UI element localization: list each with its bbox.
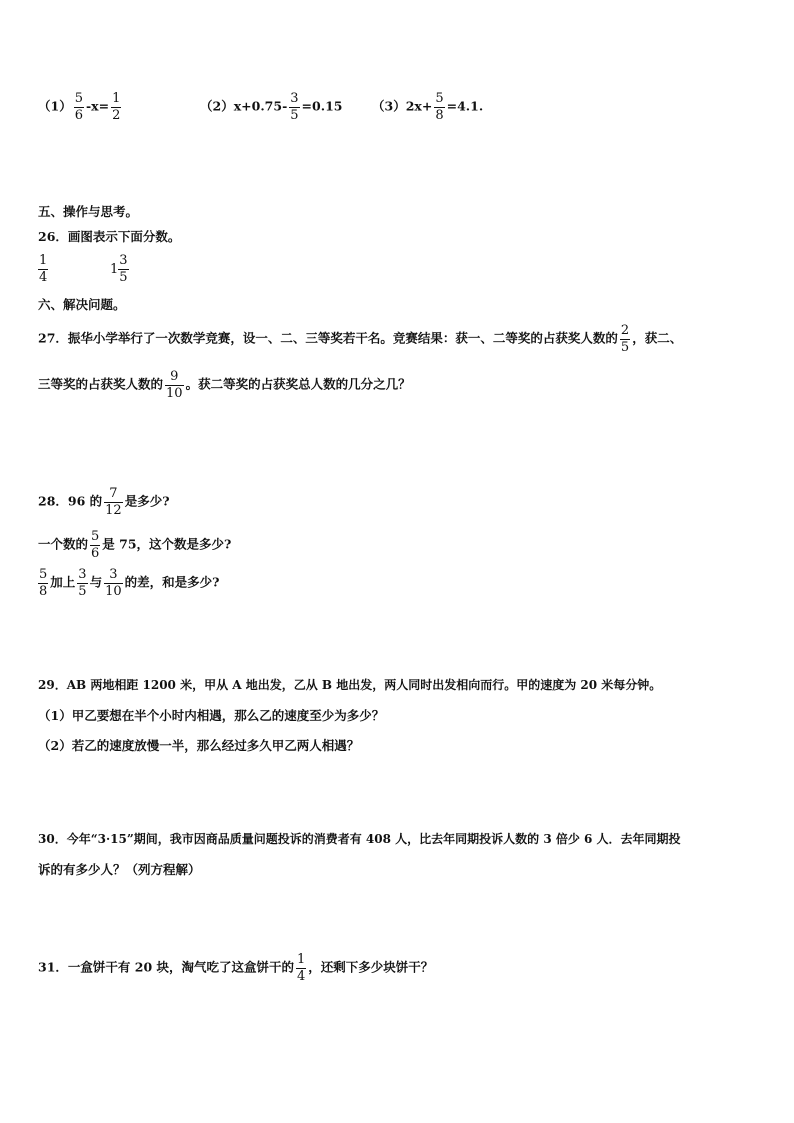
fraction: $\frac{1}{4}$ (39, 253, 48, 285)
question-29-line-3: （2）若乙的速度放慢一半，那么经过多久甲乙两人相遇？ (38, 738, 360, 753)
question-27-line-1: 27．振华小学举行了一次数学竞赛，设一、二、三等奖若干名。竞赛结果：获一、二等奖的占获奖人数的 $\frac{2}{5}$ ，获二、 (38, 323, 683, 355)
fraction: $\frac{3}{10}$ (105, 567, 122, 599)
question-28-c: $\frac{5}{8}$ 加上 $\frac{3}{5}$ 与 $\frac{3}{10}$ 的差，和是多少? (39, 567, 220, 599)
fraction: $\frac{3}{5}$ (290, 91, 299, 123)
question-28-a: 28．96 的 $\frac{7}{12}$ 是多少? (38, 486, 170, 518)
question-30-line-2: 诉的有多少人？（列方程解） (38, 862, 201, 877)
question-27-line-2: 三等奖的占获奖人数的 $\frac{9}{10}$ 。获二等奖的占获奖总人数的几分之几？ (38, 369, 411, 401)
fraction: $\frac{5}{6}$ (91, 529, 100, 561)
equation-1-label: （1） (38, 98, 72, 114)
equation-2 (200, 92, 342, 122)
fraction: $\frac{1}{4}$ (297, 952, 306, 984)
fraction: $\frac{2}{5}$ (620, 323, 630, 355)
equation-1 (38, 92, 123, 122)
fraction: $\frac{7}{12}$ (105, 486, 122, 518)
equation-3-label: （3）2x+ (372, 98, 433, 114)
fraction: $\frac{5}{8}$ (39, 567, 48, 599)
question-26-mixed-fraction: 1 $\frac{3}{5}$ (110, 253, 128, 285)
question-30-line-1: 30．今年“3·15”期间，我市因商品质量问题投诉的消费者有 408 人，比去年同期投诉人数的 3 倍少 6 人．去年同期投 (38, 832, 681, 846)
fraction: $\frac{3}{5}$ (119, 253, 128, 285)
equation-3-tail: =4.1. (446, 98, 484, 114)
fraction: $\frac{9}{10}$ (166, 369, 183, 401)
question-29-line-1: 29．AB 两地相距 1200 米，甲从 A 地出发，乙从 B 地出发，两人同时出发相向而行。甲的速度为 20 米每分钟。 (38, 678, 662, 692)
question-26-fraction-1 (36, 254, 50, 284)
question-29-line-2: （1）甲乙要想在半个小时内相遇，那么乙的速度至少为多少？ (38, 708, 385, 723)
equation-2-tail: =0.15 (301, 98, 343, 114)
question-26-text: 26．画图表示下面分数。 (38, 229, 181, 244)
fraction: $\frac{5}{8}$ (435, 91, 444, 123)
question-31: 31．一盒饼干有 20 块，淘气吃了这盒饼干的 $\frac{1}{4}$ ，还剩下多少块饼干？ (38, 952, 434, 984)
question-28-b: 一个数的 $\frac{5}{6}$ 是 75，这个数是多少? (38, 529, 232, 561)
equation-1-mid: -x= (85, 98, 110, 114)
fraction: $\frac{5}{6}$ (74, 91, 83, 123)
section-5-title: 五、操作与思考。 (38, 204, 139, 219)
fraction: $\frac{1}{2}$ (112, 91, 121, 123)
equation-3 (372, 92, 483, 122)
section-6-title: 六、解决问题。 (38, 297, 126, 312)
fraction: $\frac{3}{5}$ (78, 567, 87, 599)
equation-2-label: （2）x+0.75- (200, 98, 288, 114)
